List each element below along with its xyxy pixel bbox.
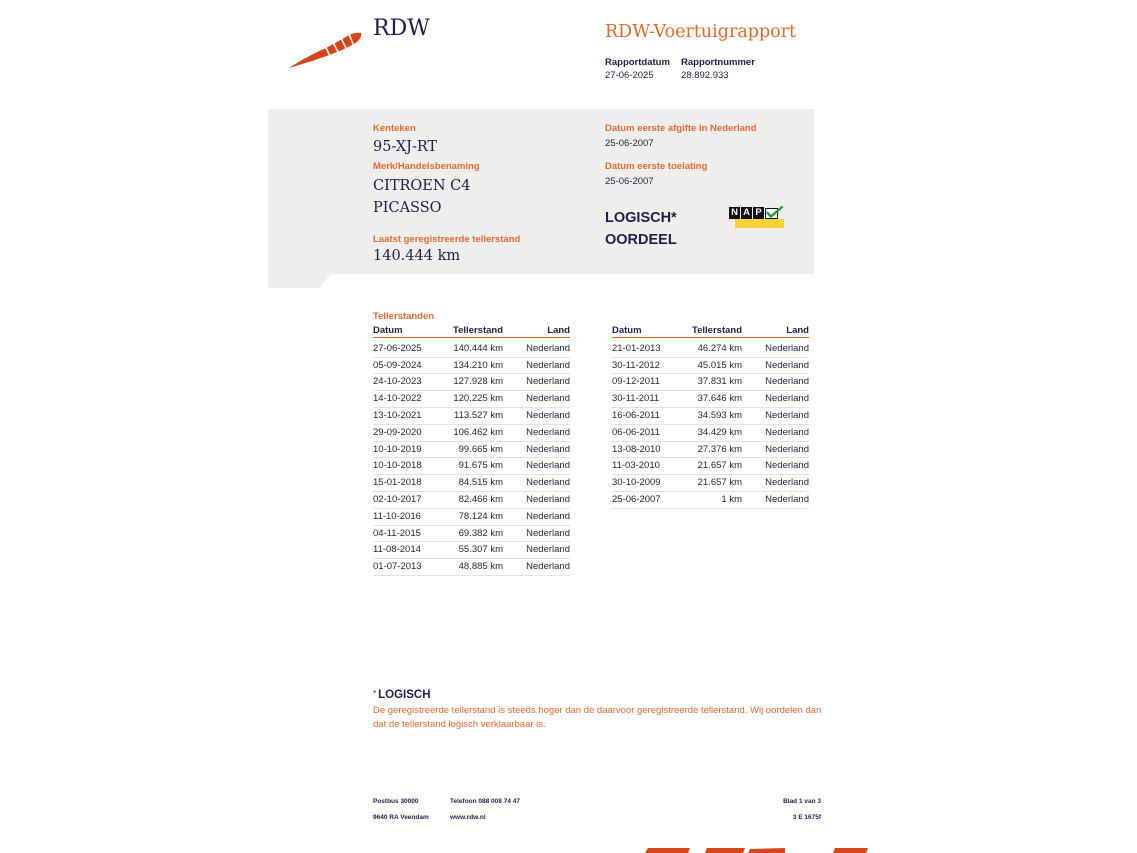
row-odometer-value: 78.124 km (458, 510, 503, 522)
table-row (373, 458, 570, 475)
row-date: 06-06-2011 (612, 426, 660, 438)
row-date: 02-10-2017 (373, 493, 422, 505)
first-admission-label: Datum eerste toelating (605, 160, 708, 172)
row-odometer-value: 99.665 km (458, 443, 503, 455)
table-row (612, 391, 809, 408)
table-row (373, 341, 570, 358)
row-date: 13-10-2021 (373, 409, 422, 421)
note-title: LOGISCH (378, 689, 431, 701)
footer-phone: Telefoon 088 008 74 47 (450, 798, 520, 805)
row-country: Nederland (765, 426, 809, 438)
row-country: Nederland (526, 510, 570, 522)
row-country: Nederland (765, 443, 809, 455)
footer-website: www.rdw.nl (450, 814, 486, 821)
row-odometer-value: 34.593 km (697, 409, 742, 421)
row-country: Nederland (526, 443, 570, 455)
odometer-table-left (373, 325, 570, 576)
vehicle-summary-panel (268, 109, 814, 288)
row-date: 10-10-2018 (373, 460, 422, 472)
row-odometer-value: 1 km (721, 493, 742, 505)
row-odometer-value: 91.675 km (458, 460, 503, 472)
row-odometer-value: 82.466 km (458, 493, 503, 505)
row-odometer-value: 45.015 km (697, 359, 742, 371)
row-country: Nederland (765, 393, 809, 405)
nap-letter-n: N (729, 207, 740, 219)
table-row (373, 374, 570, 391)
row-country: Nederland (526, 561, 570, 573)
table-row (373, 408, 570, 425)
table-row (373, 542, 570, 559)
row-odometer-value: 113.527 km (454, 409, 503, 421)
row-date: 01-07-2013 (373, 561, 422, 573)
footer-page-number: Blad 1 van 3 (783, 798, 821, 805)
table-row (373, 358, 570, 375)
row-odometer-value: 55.307 km (458, 544, 503, 556)
row-odometer-value: 69.382 km (458, 527, 503, 539)
row-date: 11-10-2016 (373, 510, 421, 522)
table-row (612, 458, 809, 475)
table-row (612, 425, 809, 442)
row-country: Nederland (526, 426, 570, 438)
table-row (373, 425, 570, 442)
report-number-label: Rapportnummer (681, 56, 755, 68)
table-row (612, 341, 809, 358)
note-line: dat de tellerstand logisch verklaarbaar is. (373, 719, 546, 730)
row-country: Nederland (765, 359, 809, 371)
table-header (373, 325, 570, 338)
table-row (373, 442, 570, 459)
table-header (612, 325, 809, 338)
note-line: De geregistreerde tellerstand is steeds hoger dan de daarvoor geregistreerde tellerstand. Wij oordelen dan (373, 705, 822, 716)
row-date: 11-08-2014 (373, 544, 421, 556)
footer-document-code: 3 E 1675f (792, 814, 821, 821)
row-odometer-value: 46.274 km (697, 342, 742, 354)
note-asterisk: * (373, 689, 377, 698)
nap-letter-a: A (741, 207, 752, 219)
column-header-date: Datum (612, 325, 642, 336)
nap-letter-p: P (753, 207, 764, 219)
row-date: 30-10-2009 (612, 477, 661, 489)
row-country: Nederland (765, 376, 809, 388)
make-value: CITROEN C4 PICASSO (373, 178, 471, 216)
row-date: 16-06-2011 (612, 409, 660, 421)
footer-city: 9640 RA Veendam (373, 814, 429, 821)
row-date: 14-10-2022 (373, 393, 422, 405)
make-label: Merk/Handelsbenaming (373, 160, 480, 172)
row-country: Nederland (526, 376, 570, 388)
row-odometer-value: 106.462 km (453, 426, 503, 438)
row-country: Nederland (765, 477, 809, 489)
row-odometer-value: 140.444 km (453, 342, 503, 354)
odometer-table-right (612, 325, 809, 509)
row-odometer-value: 134.210 km (453, 359, 503, 371)
odometer-verdict: LOGISCH* OORDEEL (605, 210, 677, 248)
row-date: 13-08-2010 (612, 443, 661, 455)
row-date: 04-11-2015 (373, 527, 421, 539)
table-body (612, 338, 809, 509)
report-number-value: 28.892.933 (681, 70, 729, 81)
row-odometer-value: 21.657 km (697, 477, 742, 489)
table-row (373, 492, 570, 509)
footer-postbus: Postbus 30000 (373, 798, 419, 805)
note-text (373, 704, 821, 732)
column-header-country: Land (786, 325, 809, 336)
first-issue-nl-label: Datum eerste afgifte in Nederland (605, 122, 757, 134)
column-header-country: Land (547, 325, 570, 336)
row-date: 11-03-2010 (612, 460, 660, 472)
row-date: 25-06-2007 (612, 493, 661, 505)
row-date: 30-11-2012 (612, 359, 660, 371)
row-country: Nederland (526, 460, 570, 472)
row-odometer-value: 48.885 km (458, 561, 503, 573)
table-row (373, 559, 570, 576)
row-odometer-value: 37.646 km (697, 393, 742, 405)
column-header-odometer: Tellerstand (692, 325, 742, 336)
row-date: 15-01-2018 (373, 477, 422, 489)
column-header-date: Datum (373, 325, 403, 336)
table-body (373, 338, 570, 576)
nap-logo (728, 207, 785, 229)
row-date: 30-11-2011 (612, 393, 660, 405)
table-row (373, 475, 570, 492)
table-row (612, 374, 809, 391)
table-row (612, 492, 809, 509)
row-odometer-value: 21.657 km (697, 460, 742, 472)
row-odometer-value: 27.376 km (697, 443, 742, 455)
decorative-stripes (640, 846, 875, 853)
first-admission-value: 25-06-2007 (605, 175, 654, 187)
nap-yellow-bar (735, 219, 784, 228)
table-row (612, 358, 809, 375)
table-row (373, 509, 570, 526)
report-title: RDW-Voertuigrapport (605, 22, 797, 42)
report-date-value: 27-06-2025 (605, 70, 654, 81)
row-odometer-value: 34.429 km (697, 426, 742, 438)
registration-label: Kenteken (373, 122, 416, 134)
row-date: 10-10-2019 (373, 443, 422, 455)
row-odometer-value: 127.928 km (453, 376, 503, 388)
row-date: 21-01-2013 (612, 342, 661, 354)
table-row (612, 442, 809, 459)
last-odometer-value: 140.444 km (373, 248, 461, 264)
report-date-label: Rapportdatum (605, 56, 670, 68)
row-date: 29-09-2020 (373, 426, 422, 438)
row-country: Nederland (765, 460, 809, 472)
table-row (612, 408, 809, 425)
table-row (612, 475, 809, 492)
row-country: Nederland (765, 342, 809, 354)
row-country: Nederland (526, 493, 570, 505)
row-date: 09-12-2011 (612, 376, 660, 388)
table-row (373, 391, 570, 408)
registration-value: 95-XJ-RT (373, 139, 438, 155)
row-date: 24-10-2023 (373, 376, 422, 388)
row-country: Nederland (765, 493, 809, 505)
row-date: 05-09-2024 (373, 359, 422, 371)
row-country: Nederland (526, 393, 570, 405)
brand-name: RDW (373, 16, 430, 41)
table-row (373, 526, 570, 543)
odometer-history-title: Tellerstanden (373, 311, 435, 322)
row-country: Nederland (765, 409, 809, 421)
rdw-feather-logo-icon (286, 27, 364, 71)
check-icon (765, 206, 784, 220)
row-odometer-value: 120.225 km (453, 393, 503, 405)
last-odometer-label: Laatst geregistreerde tellerstand (373, 233, 521, 245)
first-issue-nl-value: 25-06-2007 (605, 137, 654, 149)
row-country: Nederland (526, 342, 570, 354)
row-country: Nederland (526, 477, 570, 489)
row-odometer-value: 84.515 km (458, 477, 503, 489)
note-heading (373, 687, 431, 702)
row-country: Nederland (526, 359, 570, 371)
row-odometer-value: 37.831 km (697, 376, 742, 388)
row-country: Nederland (526, 544, 570, 556)
row-country: Nederland (526, 527, 570, 539)
row-country: Nederland (526, 409, 570, 421)
row-date: 27-06-2025 (373, 342, 422, 354)
column-header-odometer: Tellerstand (453, 325, 503, 336)
